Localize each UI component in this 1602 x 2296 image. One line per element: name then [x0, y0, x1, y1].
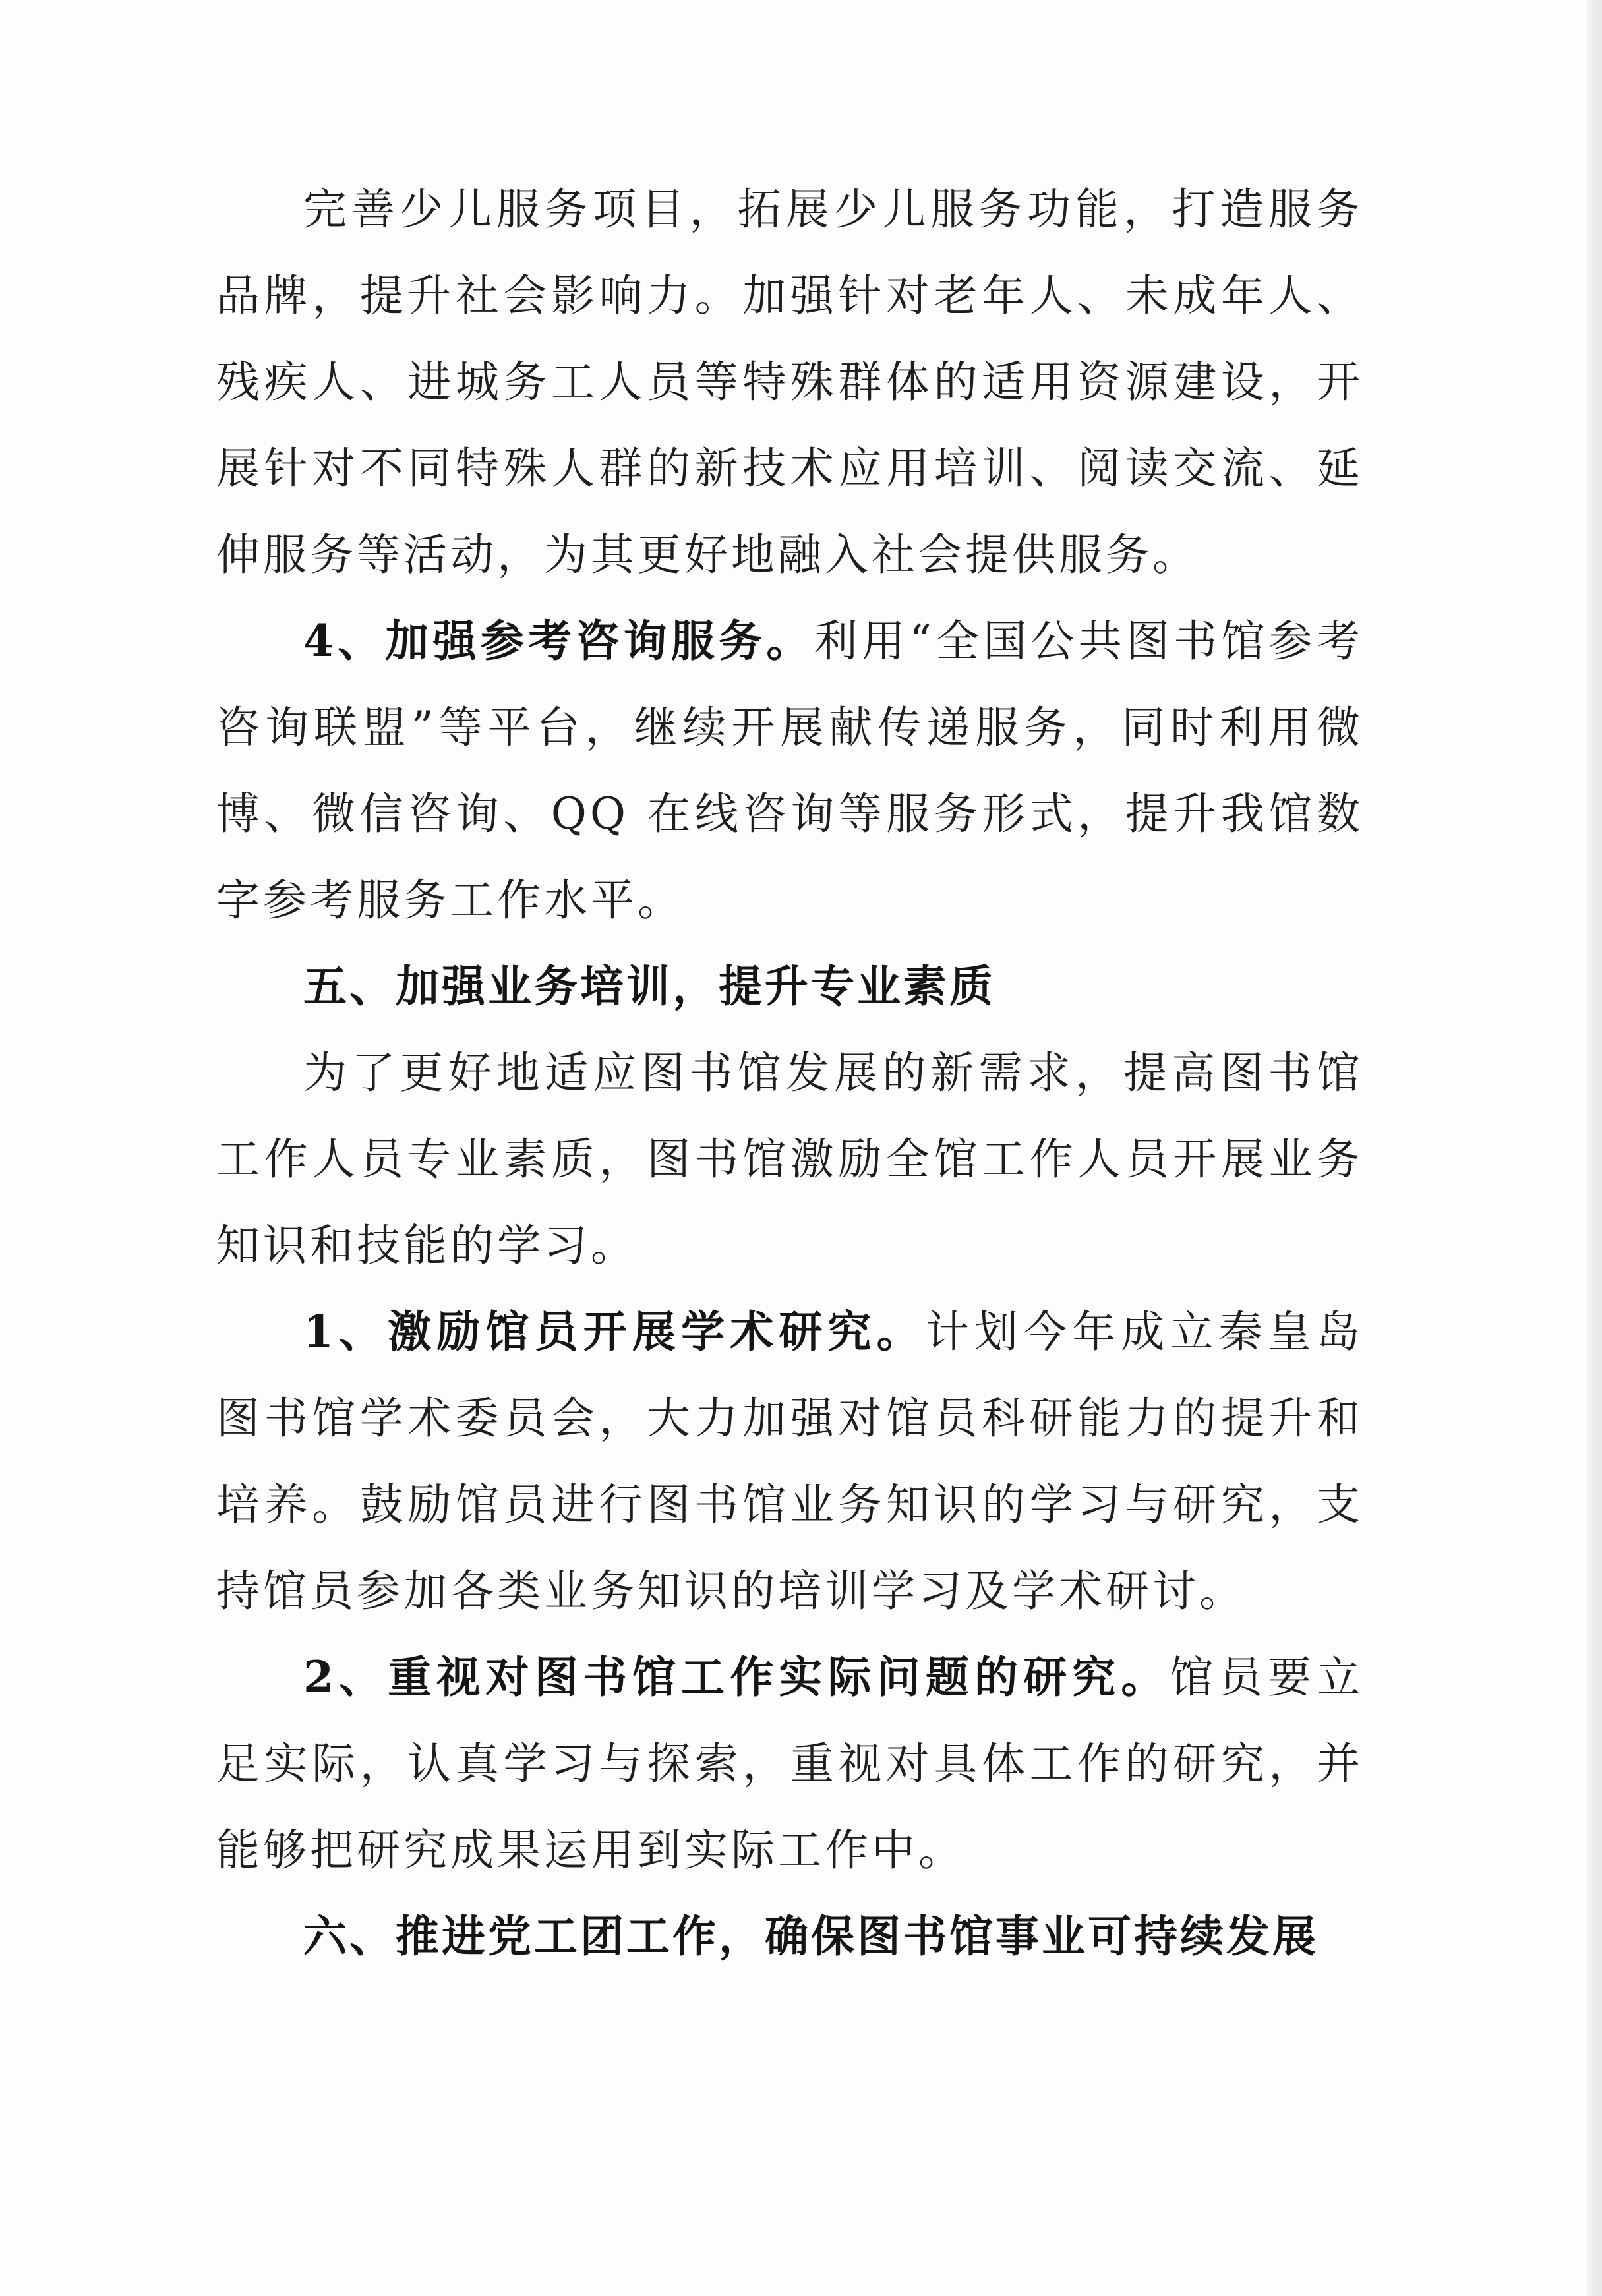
scan-edge-shadow: [1587, 0, 1602, 2296]
paragraph-special-services: [216, 166, 1363, 598]
section-heading-five: [216, 943, 1363, 1030]
paragraph-lead: 1、激励馆员开展学术研究。: [303, 1306, 926, 1357]
paragraph-text: 馆员要立足实际，认真学习与探索，重视对具体工作的研究，并能够把研究成果运用到实际工作中。: [216, 1652, 1364, 1875]
paragraph-reference-consulting: [216, 598, 1363, 943]
paragraph-text: 计划今年成立秦皇岛图书馆学术委员会，大力加强对馆员科研能力的提升和培养。鼓励馆员进行图书馆业务知识的学习与研究，支持馆员参加各类业务知识的培训学习及学术研讨。: [216, 1307, 1363, 1616]
document-body: [216, 166, 1363, 1980]
paragraph-lead: 2、重视对图书馆工作实际问题的研究。: [303, 1651, 1170, 1703]
paragraph-text: 利用“全国公共图书馆参考咨询联盟”等平台，继续开展献传递服务，同时利用微博、微信咨询、QQ 在线咨询等服务形式，提升我馆数字参考服务工作水平。: [216, 616, 1363, 926]
heading-text: 六、推进党工团工作，确保图书馆事业可持续发展: [303, 1910, 1319, 1962]
paragraph-lead: 4、加强参考咨询服务。: [303, 615, 814, 666]
paragraph-academic-research: [216, 1289, 1363, 1634]
paragraph-text: 完善少儿服务项目，拓展少儿服务功能，打造服务品牌，提升社会影响力。加强针对老年人、未成年人、残疾人、进城务工人员等特殊群体的适用资源建设，开展针对不同特殊人群的新技术应用培训、阅读交流、延伸服务等活动，为其更好地融入社会提供服务。: [216, 184, 1363, 580]
section-heading-six: [216, 1893, 1363, 1980]
paragraph-practical-research: [216, 1634, 1363, 1893]
paragraph-training-intro: [216, 1030, 1363, 1289]
heading-text: 五、加强业务培训，提升专业素质: [303, 960, 995, 1012]
paragraph-text: 为了更好地适应图书馆发展的新需求，提高图书馆工作人员专业素质，图书馆激励全馆工作人员开展业务知识和技能的学习。: [216, 1047, 1363, 1271]
